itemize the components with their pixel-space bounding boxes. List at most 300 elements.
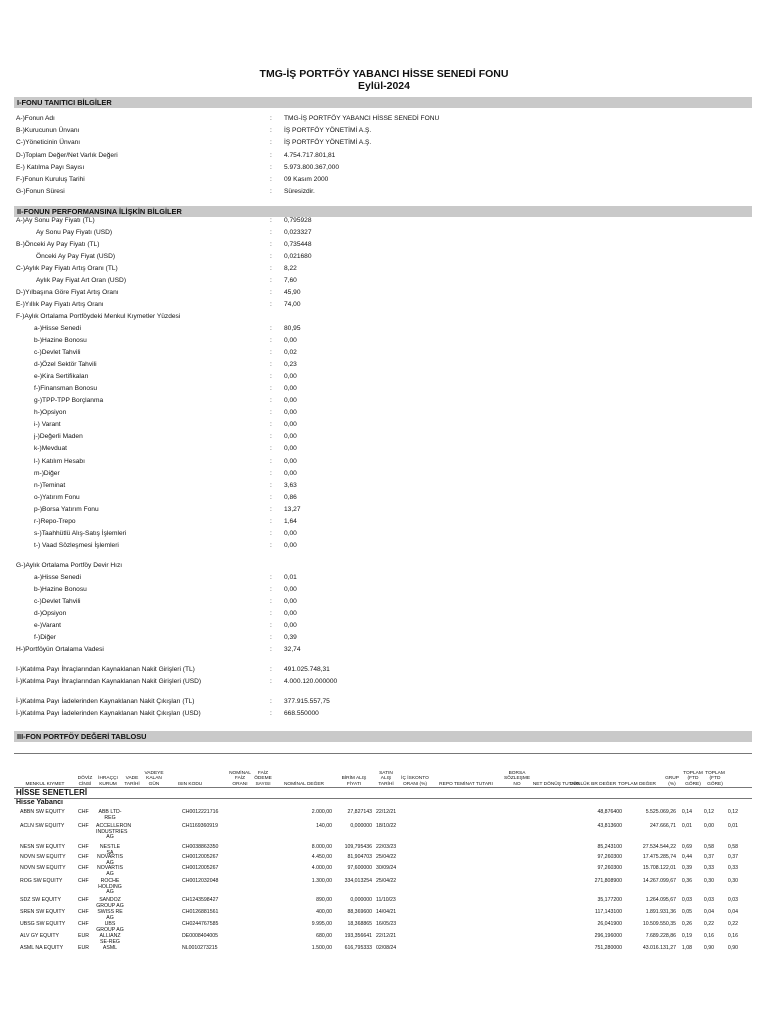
table-top-rule — [14, 753, 752, 754]
column-header: BİRİM ALIŞ FİYATI — [341, 776, 367, 787]
nominal-value-cell: 400,00 — [316, 909, 332, 915]
column-header: VADEYE KALAN GÜN — [144, 770, 164, 787]
total-ftd-cell: 0,90 — [703, 945, 714, 951]
performance-colon: : — [270, 361, 272, 369]
performance-label: c-)Devlet Tahvili — [34, 598, 81, 606]
security-cell: SREN SW EQUITY — [20, 909, 65, 915]
performance-value: 0,00 — [284, 598, 297, 606]
performance-value: 0,00 — [284, 610, 297, 618]
info-colon: : — [270, 127, 272, 135]
total-ftd-cell: 0,03 — [703, 897, 714, 903]
isin-cell: CH0012005267 — [182, 865, 219, 871]
total-ftd2-cell: 0,30 — [727, 878, 738, 884]
daily-unit-value-cell: 296,196000 — [594, 933, 622, 939]
info-label: F-)Fonun Kuruluş Tarihi — [16, 176, 85, 183]
performance-colon: : — [270, 610, 272, 618]
column-header: TOPLAM (FTD GÖRE) — [683, 770, 703, 787]
performance-row — [14, 528, 752, 539]
performance-label: d-)Özel Sektör Tahvili — [34, 361, 97, 369]
column-header: TOPLAM DEĞER — [617, 781, 657, 787]
total-ftd-cell: 0,58 — [703, 844, 714, 850]
total-ftd2-cell: 0,33 — [727, 865, 738, 871]
performance-value: 0,021680 — [284, 252, 312, 260]
performance-colon: : — [270, 541, 272, 549]
column-header: REPO TEMİNAT TUTARI — [439, 781, 493, 787]
performance-colon: : — [270, 698, 272, 706]
performance-label: e-)Kira Sertifikaları — [34, 373, 89, 381]
daily-unit-value-cell: 43,813600 — [597, 823, 622, 829]
security-cell: ALV GY EQUITY — [20, 933, 60, 939]
performance-label: n-)Teminat — [34, 481, 66, 489]
info-label: D-)Toplam Değer/Net Varlık Değeri — [16, 151, 118, 159]
performance-value: 0,00 — [284, 385, 297, 393]
performance-label: s-)Taahhütlü Alış-Satış İşlemleri — [34, 529, 127, 537]
purchase-date-cell: 25/04/22 — [376, 878, 397, 884]
performance-row — [14, 215, 752, 226]
performance-value: 0,00 — [284, 529, 297, 537]
security-cell: ASML NA EQUITY — [20, 945, 64, 951]
performance-label: C-)Aylık Pay Fiyatı Artış Oranı (TL) — [16, 264, 118, 272]
performance-value: 0,00 — [284, 457, 297, 465]
performance-row — [14, 456, 752, 467]
performance-label: e-)Varant — [34, 622, 61, 630]
performance-row — [14, 620, 752, 631]
daily-unit-value-cell: 97,260300 — [597, 854, 622, 860]
column-header: FAİZ ÖDEME SAYISI — [254, 770, 272, 787]
table-category: HİSSE SENETLERİ — [16, 788, 88, 797]
performance-row — [14, 299, 752, 310]
table-row — [14, 810, 752, 822]
issuer-cell: NOVARTIS AG — [96, 865, 124, 877]
performance-row — [14, 516, 752, 527]
performance-value: 0,00 — [284, 586, 297, 593]
isin-cell: CH0244767585 — [182, 921, 219, 927]
performance-row — [14, 359, 752, 370]
performance-value: 0,39 — [284, 634, 297, 642]
performance-colon: : — [270, 586, 272, 593]
performance-value: 0,00 — [284, 409, 297, 417]
column-header: TOPLAM (FTD GÖRE) — [705, 770, 725, 787]
isin-cell: CH0038863350 — [182, 844, 219, 850]
total-ftd-cell: 0,12 — [703, 809, 714, 815]
performance-colon: : — [270, 469, 272, 477]
unit-price-cell: 193,356641 — [344, 933, 372, 939]
performance-label: j-)Değerli Maden — [34, 433, 83, 441]
performance-colon: : — [270, 646, 272, 654]
purchase-date-cell: 14/04/21 — [376, 909, 397, 915]
purchase-date-cell: 22/12/21 — [376, 809, 397, 815]
issuer-cell: SWISS RE AG — [97, 909, 123, 921]
performance-row — [14, 311, 752, 322]
purchase-date-cell: 22/03/23 — [376, 844, 397, 850]
document-title: TMG-İŞ PORTFÖY YABANCI HİSSE SENEDİ FONU — [259, 68, 509, 80]
performance-label: d-)Opsiyon — [34, 610, 67, 618]
total-ftd-cell: 0,16 — [703, 933, 714, 939]
currency-cell: CHF — [78, 865, 89, 871]
info-row — [14, 125, 752, 136]
group-pct-cell: 0,03 — [681, 897, 692, 903]
total-value-cell: 5.525.069,26 — [645, 809, 676, 815]
performance-label: D-)Yılbaşına Göre Fiyat Artış Oranı — [16, 288, 119, 296]
performance-value: 8,22 — [284, 264, 297, 272]
total-value-cell: 27.534.544,22 — [642, 844, 676, 850]
group-pct-cell: 0,01 — [681, 823, 692, 829]
info-label: A-)Fonun Adı — [16, 115, 55, 122]
performance-value: 377.915.557,75 — [284, 698, 330, 706]
currency-cell: CHF — [78, 809, 89, 815]
performance-colon: : — [270, 216, 272, 224]
info-colon: : — [270, 163, 272, 171]
total-ftd2-cell: 0,03 — [727, 897, 738, 903]
nominal-value-cell: 1.300,00 — [311, 878, 332, 884]
security-cell: ROG SW EQUITY — [20, 878, 63, 884]
performance-row — [14, 395, 752, 406]
purchase-date-cell: 02/08/24 — [376, 945, 397, 951]
currency-cell: CHF — [78, 909, 89, 915]
performance-value: 0,00 — [284, 445, 297, 453]
table-row — [14, 823, 752, 841]
performance-row — [14, 632, 752, 643]
total-ftd2-cell: 0,01 — [727, 823, 738, 829]
daily-unit-value-cell: 117,143100 — [594, 909, 622, 915]
info-value: Süresizdir. — [284, 188, 315, 196]
performance-colon: : — [270, 337, 272, 344]
document-period: Eylül-2024 — [358, 80, 410, 92]
performance-colon: : — [270, 445, 272, 453]
performance-value: 0,00 — [284, 541, 297, 549]
performance-label: A-)Ay Sonu Pay Fiyatı (TL) — [16, 216, 95, 224]
total-ftd-cell: 0,00 — [703, 823, 714, 829]
info-value: 09 Kasım 2000 — [284, 176, 329, 183]
issuer-cell: ASML — [102, 945, 118, 951]
column-header: NOMİNAL FAİZ ORANI — [229, 770, 251, 787]
performance-colon: : — [270, 228, 272, 236]
total-ftd2-cell: 0,22 — [727, 921, 738, 927]
total-ftd-cell: 0,30 — [703, 878, 714, 884]
security-cell: ABBN SW EQUITY — [20, 809, 65, 815]
performance-value: 0,00 — [284, 337, 297, 344]
performance-colon: : — [270, 421, 272, 429]
unit-price-cell: 109,795436 — [344, 844, 372, 850]
performance-colon: : — [270, 300, 272, 308]
performance-colon: : — [270, 288, 272, 296]
nominal-value-cell: 9.995,00 — [311, 921, 332, 927]
performance-label: İ-)Katılma Payı İhraçlarından Kaynaklanan Nakit Girişleri (USD) — [16, 678, 202, 686]
unit-price-cell: 97,600000 — [347, 865, 372, 871]
performance-value: 0,00 — [284, 622, 297, 630]
performance-colon: : — [270, 481, 272, 489]
performance-label: b-)Hazine Bonosu — [34, 337, 87, 344]
daily-unit-value-cell: 271,808900 — [594, 878, 622, 884]
performance-row — [14, 708, 752, 719]
info-colon: : — [270, 188, 272, 196]
issuer-cell: ABB LTD-REG — [98, 809, 122, 821]
total-ftd2-cell: 0,37 — [727, 854, 738, 860]
performance-row — [14, 275, 752, 286]
performance-value: 0,00 — [284, 469, 297, 477]
performance-label: İ-)Katılma Payı İadelerinden Kaynaklanan Nakit Çıkışları (USD) — [16, 710, 201, 718]
unit-price-cell: 334,013254 — [344, 878, 372, 884]
performance-colon: : — [270, 433, 272, 441]
isin-cell: CH0012221716 — [182, 809, 219, 815]
performance-value: 0,00 — [284, 433, 297, 441]
performance-row — [14, 371, 752, 382]
performance-label: Aylık Pay Fiyat Art Oran (USD) — [36, 276, 127, 284]
currency-cell: CHF — [78, 844, 89, 850]
performance-row — [14, 263, 752, 274]
performance-colon: : — [270, 385, 272, 393]
performance-label: p-)Borsa Yatırım Fonu — [34, 505, 99, 513]
isin-cell: CH1243598427 — [182, 897, 219, 903]
info-value: 4.754.717.801,81 — [284, 151, 336, 159]
group-pct-cell: 0,36 — [681, 878, 692, 884]
currency-cell: EUR — [78, 945, 89, 951]
total-value-cell: 10.509.550,35 — [642, 921, 676, 927]
column-header: GRUP (%) — [665, 776, 679, 787]
purchase-date-cell: 30/09/24 — [376, 865, 397, 871]
purchase-date-cell: 25/04/22 — [376, 854, 397, 860]
currency-cell: CHF — [78, 921, 89, 927]
performance-value: 7,60 — [284, 276, 297, 284]
info-colon: : — [270, 139, 272, 147]
section-2-heading: II-FONUN PERFORMANSINA İLİŞKİN BİLGİLER — [14, 206, 752, 217]
group-pct-cell: 0,14 — [681, 809, 692, 815]
nominal-value-cell: 1.500,00 — [311, 945, 332, 951]
performance-row — [14, 584, 752, 595]
performance-colon: : — [270, 666, 272, 674]
column-header: SATIN ALIŞ TARİHİ — [378, 770, 394, 787]
total-ftd-cell: 0,22 — [703, 921, 714, 927]
performance-label: E-)Yıllık Pay Fiyatı Artış Oranı — [16, 300, 104, 308]
total-value-cell: 43.016.131,27 — [642, 945, 676, 951]
performance-row — [14, 504, 752, 515]
performance-row — [14, 443, 752, 454]
total-value-cell: 14.267.099,67 — [642, 878, 676, 884]
performance-row — [14, 696, 752, 707]
performance-row — [14, 227, 752, 238]
performance-value: 0,23 — [284, 361, 297, 369]
group-pct-cell: 0,69 — [681, 844, 692, 850]
performance-colon: : — [270, 409, 272, 417]
security-cell: SDZ SW EQUITY — [20, 897, 61, 903]
performance-label: m-)Diğer — [34, 469, 60, 477]
nominal-value-cell: 680,00 — [316, 933, 332, 939]
performance-value: 4.000.120.000000 — [284, 678, 338, 686]
total-ftd2-cell: 0,58 — [727, 844, 738, 850]
performance-value: 0,023327 — [284, 228, 312, 236]
performance-label: i-) Varant — [34, 421, 61, 429]
performance-label: F-)Aylık Ortalama Portföydeki Menkul Kıymetler Yüzdesi — [16, 312, 181, 320]
column-header: GÜNLÜK BR DEĞER — [569, 781, 617, 787]
issuer-cell: ROCHE HOLDING AG — [98, 878, 122, 896]
nominal-value-cell: 890,00 — [316, 897, 332, 903]
table-row — [14, 878, 752, 896]
info-colon: : — [270, 115, 272, 122]
info-row — [14, 162, 752, 173]
unit-price-cell: 0,000000 — [350, 897, 372, 903]
performance-colon: : — [270, 324, 272, 332]
column-header: VADE TARİHİ — [124, 776, 140, 787]
issuer-cell: NOVARTIS AG — [96, 854, 124, 866]
performance-label: f-)Finansman Bonosu — [34, 385, 98, 393]
info-value: TMG-İŞ PORTFÖY YABANCI HİSSE SENEDİ FONU — [284, 115, 440, 122]
info-colon: : — [270, 176, 272, 183]
daily-unit-value-cell: 26,041900 — [597, 921, 622, 927]
currency-cell: CHF — [78, 878, 89, 884]
unit-price-cell: 616,795333 — [344, 945, 372, 951]
performance-colon: : — [270, 529, 272, 537]
performance-colon: : — [270, 373, 272, 381]
performance-colon: : — [270, 349, 272, 357]
info-label: C-)Yöneticinin Ünvanı — [16, 139, 81, 147]
issuer-cell: ACCELLERON INDUSTRIES AG — [96, 823, 132, 841]
performance-row — [14, 596, 752, 607]
performance-value: 0,735448 — [284, 240, 312, 248]
section-1-heading: I-FONU TANITICI BİLGİLER — [14, 97, 752, 108]
performance-colon: : — [270, 493, 272, 501]
total-value-cell: 1.264.095,67 — [645, 897, 676, 903]
performance-value: 1,64 — [284, 517, 297, 525]
performance-row — [14, 251, 752, 262]
info-value: İŞ PORTFÖY YÖNETİMİ A.Ş. — [284, 139, 372, 147]
performance-label: İ-)Katılma Payı İadelerinden Kaynaklanan Nakit Çıkışları (TL) — [16, 698, 195, 706]
performance-colon: : — [270, 622, 272, 630]
performance-label: Ay Sonu Pay Fiyatı (USD) — [36, 228, 113, 236]
daily-unit-value-cell: 48,876400 — [597, 809, 622, 815]
isin-cell: CH0012005267 — [182, 854, 219, 860]
daily-unit-value-cell: 35,177200 — [597, 897, 622, 903]
portfolio-table-header — [14, 760, 752, 788]
performance-value: 13,27 — [284, 505, 301, 513]
security-cell: NOVN SW EQUITY — [20, 854, 66, 860]
isin-cell: CH0012032048 — [182, 878, 219, 884]
issuer-cell: ALLIANZ SE-REG — [99, 933, 121, 945]
performance-row — [14, 540, 752, 551]
performance-label: h-)Opsiyon — [34, 409, 67, 417]
nominal-value-cell: 2.000,00 — [311, 809, 332, 815]
performance-row — [14, 383, 752, 394]
performance-label: g-)TPP-TPP Borçlanma — [34, 397, 104, 405]
currency-cell: CHF — [78, 897, 89, 903]
performance-colon: : — [270, 634, 272, 642]
group-pct-cell: 1,08 — [681, 945, 692, 951]
info-label: G-)Fonun Süresi — [16, 188, 65, 196]
nominal-value-cell: 4.450,00 — [311, 854, 332, 860]
performance-label: c-)Devlet Tahvili — [34, 349, 81, 357]
performance-colon: : — [270, 573, 272, 581]
performance-value: 3,63 — [284, 481, 297, 489]
nominal-value-cell: 4.000,00 — [311, 865, 332, 871]
performance-value: 0,02 — [284, 349, 297, 357]
performance-value: 74,00 — [284, 300, 301, 308]
total-ftd2-cell: 0,04 — [727, 909, 738, 915]
isin-cell: CH0126881561 — [182, 909, 219, 915]
total-value-cell: 1.891.931,36 — [645, 909, 676, 915]
unit-price-cell: 27,827143 — [347, 809, 372, 815]
daily-unit-value-cell: 85,243100 — [597, 844, 622, 850]
unit-price-cell: 0,000000 — [350, 823, 372, 829]
performance-row — [14, 468, 752, 479]
performance-label: b-)Hazine Bonosu — [34, 586, 87, 593]
performance-value: 0,01 — [284, 573, 297, 581]
performance-label: Önceki Ay Pay Fiyat (USD) — [36, 252, 116, 260]
group-pct-cell: 0,39 — [681, 865, 692, 871]
column-header: İHRAÇÇI KURUM — [98, 776, 118, 787]
performance-colon: : — [270, 264, 272, 272]
unit-price-cell: 81,904703 — [347, 854, 372, 860]
performance-colon: : — [270, 457, 272, 465]
performance-label: B-)Önceki Ay Pay Fiyatı (TL) — [16, 240, 100, 248]
performance-row — [14, 480, 752, 491]
performance-row — [14, 347, 752, 358]
info-row — [14, 150, 752, 161]
group-pct-cell: 0,26 — [681, 921, 692, 927]
performance-value: 0,00 — [284, 397, 297, 405]
performance-colon: : — [270, 678, 272, 686]
table-header-rule — [14, 787, 752, 788]
table-row — [14, 866, 752, 878]
group-pct-cell: 0,44 — [681, 854, 692, 860]
performance-label: a-)Hisse Senedi — [34, 573, 81, 581]
daily-unit-value-cell: 97,260300 — [597, 865, 622, 871]
total-value-cell: 247.666,71 — [650, 823, 676, 829]
performance-label: r-)Repo-Trepo — [34, 517, 76, 525]
total-ftd-cell: 0,33 — [703, 865, 714, 871]
table-subcategory: Hisse Yabancı — [16, 799, 63, 806]
security-cell: NOVN SW EQUITY — [20, 865, 66, 871]
performance-label: k-)Mevduat — [34, 445, 67, 453]
performance-value: 45,90 — [284, 288, 301, 296]
performance-row — [14, 419, 752, 430]
security-cell: NESN SW EQUITY — [20, 844, 65, 850]
info-row — [14, 186, 752, 197]
performance-row — [14, 644, 752, 655]
total-value-cell: 17.475.285,74 — [642, 854, 676, 860]
performance-colon: : — [270, 397, 272, 405]
performance-colon: : — [270, 276, 272, 284]
section-3-heading: III-FON PORTFÖY DEĞERİ TABLOSU — [14, 731, 752, 742]
nominal-value-cell: 140,00 — [316, 823, 332, 829]
column-header: NET DÖNÜŞ TUTARI — [532, 781, 580, 787]
performance-value: 0,86 — [284, 493, 297, 501]
unit-price-cell: 18,368865 — [347, 921, 372, 927]
column-header: DÖVİZ CİNSİ — [77, 776, 93, 787]
group-pct-cell: 0,19 — [681, 933, 692, 939]
total-value-cell: 7.689.228,86 — [645, 933, 676, 939]
category-rule — [14, 798, 752, 799]
info-row — [14, 113, 752, 124]
isin-cell: NL0010273215 — [182, 945, 218, 951]
nominal-value-cell: 8.000,00 — [311, 844, 332, 850]
issuer-cell: SANDOZ GROUP AG — [96, 897, 124, 909]
info-label: E-) Katılma Payı Sayısı — [16, 163, 85, 171]
performance-value: 0,00 — [284, 373, 297, 381]
performance-row — [14, 335, 752, 346]
performance-value: 668.550000 — [284, 710, 319, 718]
issuer-cell: NESTLE SA — [99, 844, 121, 856]
performance-value: 491.025.748,31 — [284, 666, 330, 674]
column-header: İÇ İSKONTO ORANI (%) — [401, 776, 429, 787]
performance-row — [14, 664, 752, 675]
performance-colon: : — [270, 240, 272, 248]
performance-label: t-) Vaad Sözleşmesi İşlemleri — [34, 541, 119, 549]
info-value: İŞ PORTFÖY YÖNETİMİ A.Ş. — [284, 127, 372, 135]
info-row — [14, 137, 752, 148]
security-cell: UBSG SW EQUITY — [20, 921, 66, 927]
performance-value: 80,95 — [284, 324, 301, 332]
performance-label: G-)Aylık Ortalama Portföy Devir Hızı — [16, 561, 123, 569]
performance-row — [14, 431, 752, 442]
